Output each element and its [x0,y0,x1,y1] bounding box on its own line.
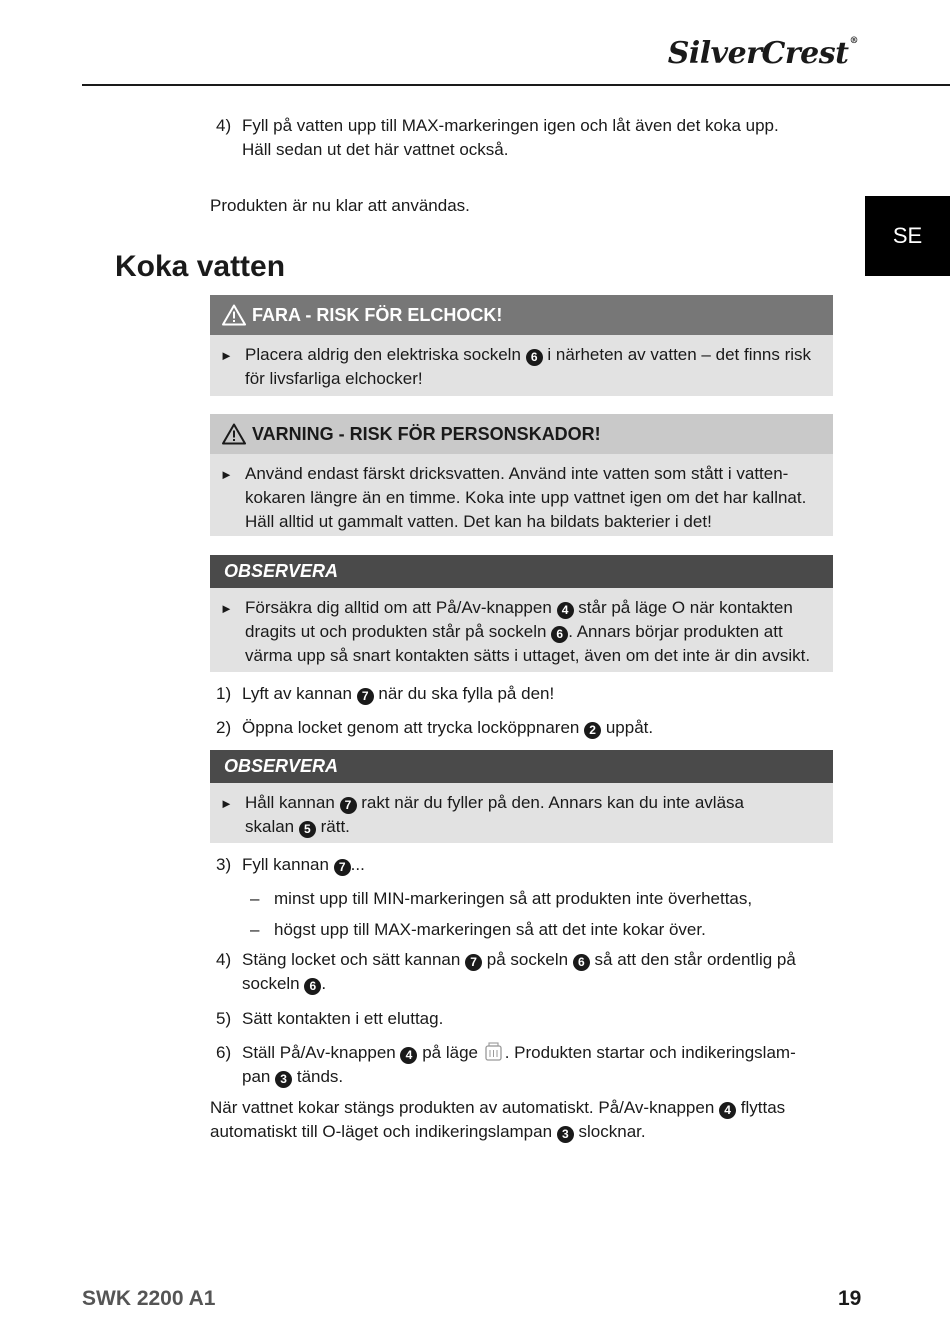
part-number-badge: 6 [304,978,321,995]
kettle-on-symbol-icon [483,1042,505,1062]
note-body: ► Försäkra dig alltid om att På/Av-knappen 4 står på läge O när kontakten dragits ut och produkten står på sockeln 6 . Annars börjar produkten att värma upp så snart kontakten sätts i uttaget, även om det inte är din avsikt. [210,588,833,672]
list-item: 3) Fyll kannan 7 ... [216,855,365,874]
sub-list-item: – minst upp till MIN-markeringen så att produkten inte överhettas, [250,889,753,908]
danger-header: FARA - RISK FÖR ELCHOCK! [210,295,833,335]
part-number-badge: 6 [573,954,590,971]
note-body: ► Håll kannan 7 rakt när du fyller på den. Annars kan du inte avläsa skalan 5 rätt. [210,783,833,843]
language-tab [865,196,950,276]
danger-box [210,295,833,396]
list-item: 4) Stäng locket och sätt kannan 7 på sockeln 6 så att den står ordentlig på sockeln 6 . [216,950,796,993]
part-number-badge: 7 [357,688,374,705]
list-item: 4) Fyll på vatten upp till MAX-markeringen igen och låt även det koka upp. Häll sedan ut det här vattnet också. [216,114,826,162]
note-header: OBSERVERA [210,555,833,588]
bullet-arrow-icon: ► [220,601,233,616]
warning-triangle-icon [222,304,246,326]
part-number-badge: 2 [584,722,601,739]
footer-model: SWK 2200 A1 [82,1287,216,1310]
list-item: 5) Sätt kontakten i ett eluttag. [216,1009,444,1028]
bullet-arrow-icon: ► [220,467,233,482]
sub-list-item: – högst upp till MAX-markeringen så att det inte kokar över. [250,920,706,939]
note-box [210,555,833,672]
list-item: 1) Lyft av kannan 7 när du ska fylla på den! [216,684,555,703]
paragraph: När vattnet kokar stängs produkten av automatiskt. På/Av-knappen 4 flyttas automatiskt till O-läget och indikeringslampan 3 slocknar. [210,1098,786,1141]
note-box [210,750,833,843]
part-number-badge: 4 [400,1047,417,1064]
danger-body: ► Placera aldrig den elektriska sockeln 6 i närheten av vatten – det finns risk för livsfarliga elchocker! [210,335,833,396]
bullet-arrow-icon: ► [220,796,233,811]
paragraph: Produkten är nu klar att användas. [210,196,470,215]
warning-box [210,414,833,536]
part-number-badge: 7 [465,954,482,971]
brand-logo: SilverCrest® [667,36,858,71]
warning-body: ► Använd endast färskt dricksvatten. Använd inte vatten som stått i vatten- kokaren längre än en timme. Koka inte upp vattnet igen om det har kallnat. Häll alltid ut gammalt vatten. Det kan ha bildats bakterier i det! [210,454,833,536]
note-header: OBSERVERA [210,750,833,783]
page-number: 19 [838,1287,862,1310]
part-number-badge: 4 [557,602,574,619]
step-text: Fyll på vatten upp till MAX-markeringen igen och låt även det koka upp. Häll sedan ut det här vattnet också. [242,116,779,159]
list-item: 2) Öppna locket genom att trycka locköppnaren 2 uppåt. [216,718,654,737]
section-title: Koka vatten [115,250,286,283]
header-divider [82,84,950,86]
list-item: 6) Ställ På/Av-knappen 4 på läge . Produkten startar och indikeringslam- pan 3 tänds. [216,1043,796,1086]
part-number-badge: 3 [557,1126,574,1143]
part-number-badge: 7 [334,859,351,876]
part-number-badge: 6 [551,626,568,643]
part-number-badge: 4 [719,1102,736,1119]
bullet-arrow-icon: ► [220,348,233,363]
part-number-badge: 5 [299,821,316,838]
language-label: SE [892,223,923,248]
part-number-badge: 7 [340,797,357,814]
part-number-badge: 3 [275,1071,292,1088]
warning-header: VARNING - RISK FÖR PERSONSKADOR! [210,414,833,454]
warning-triangle-icon [222,423,246,445]
part-number-badge: 6 [526,349,543,366]
